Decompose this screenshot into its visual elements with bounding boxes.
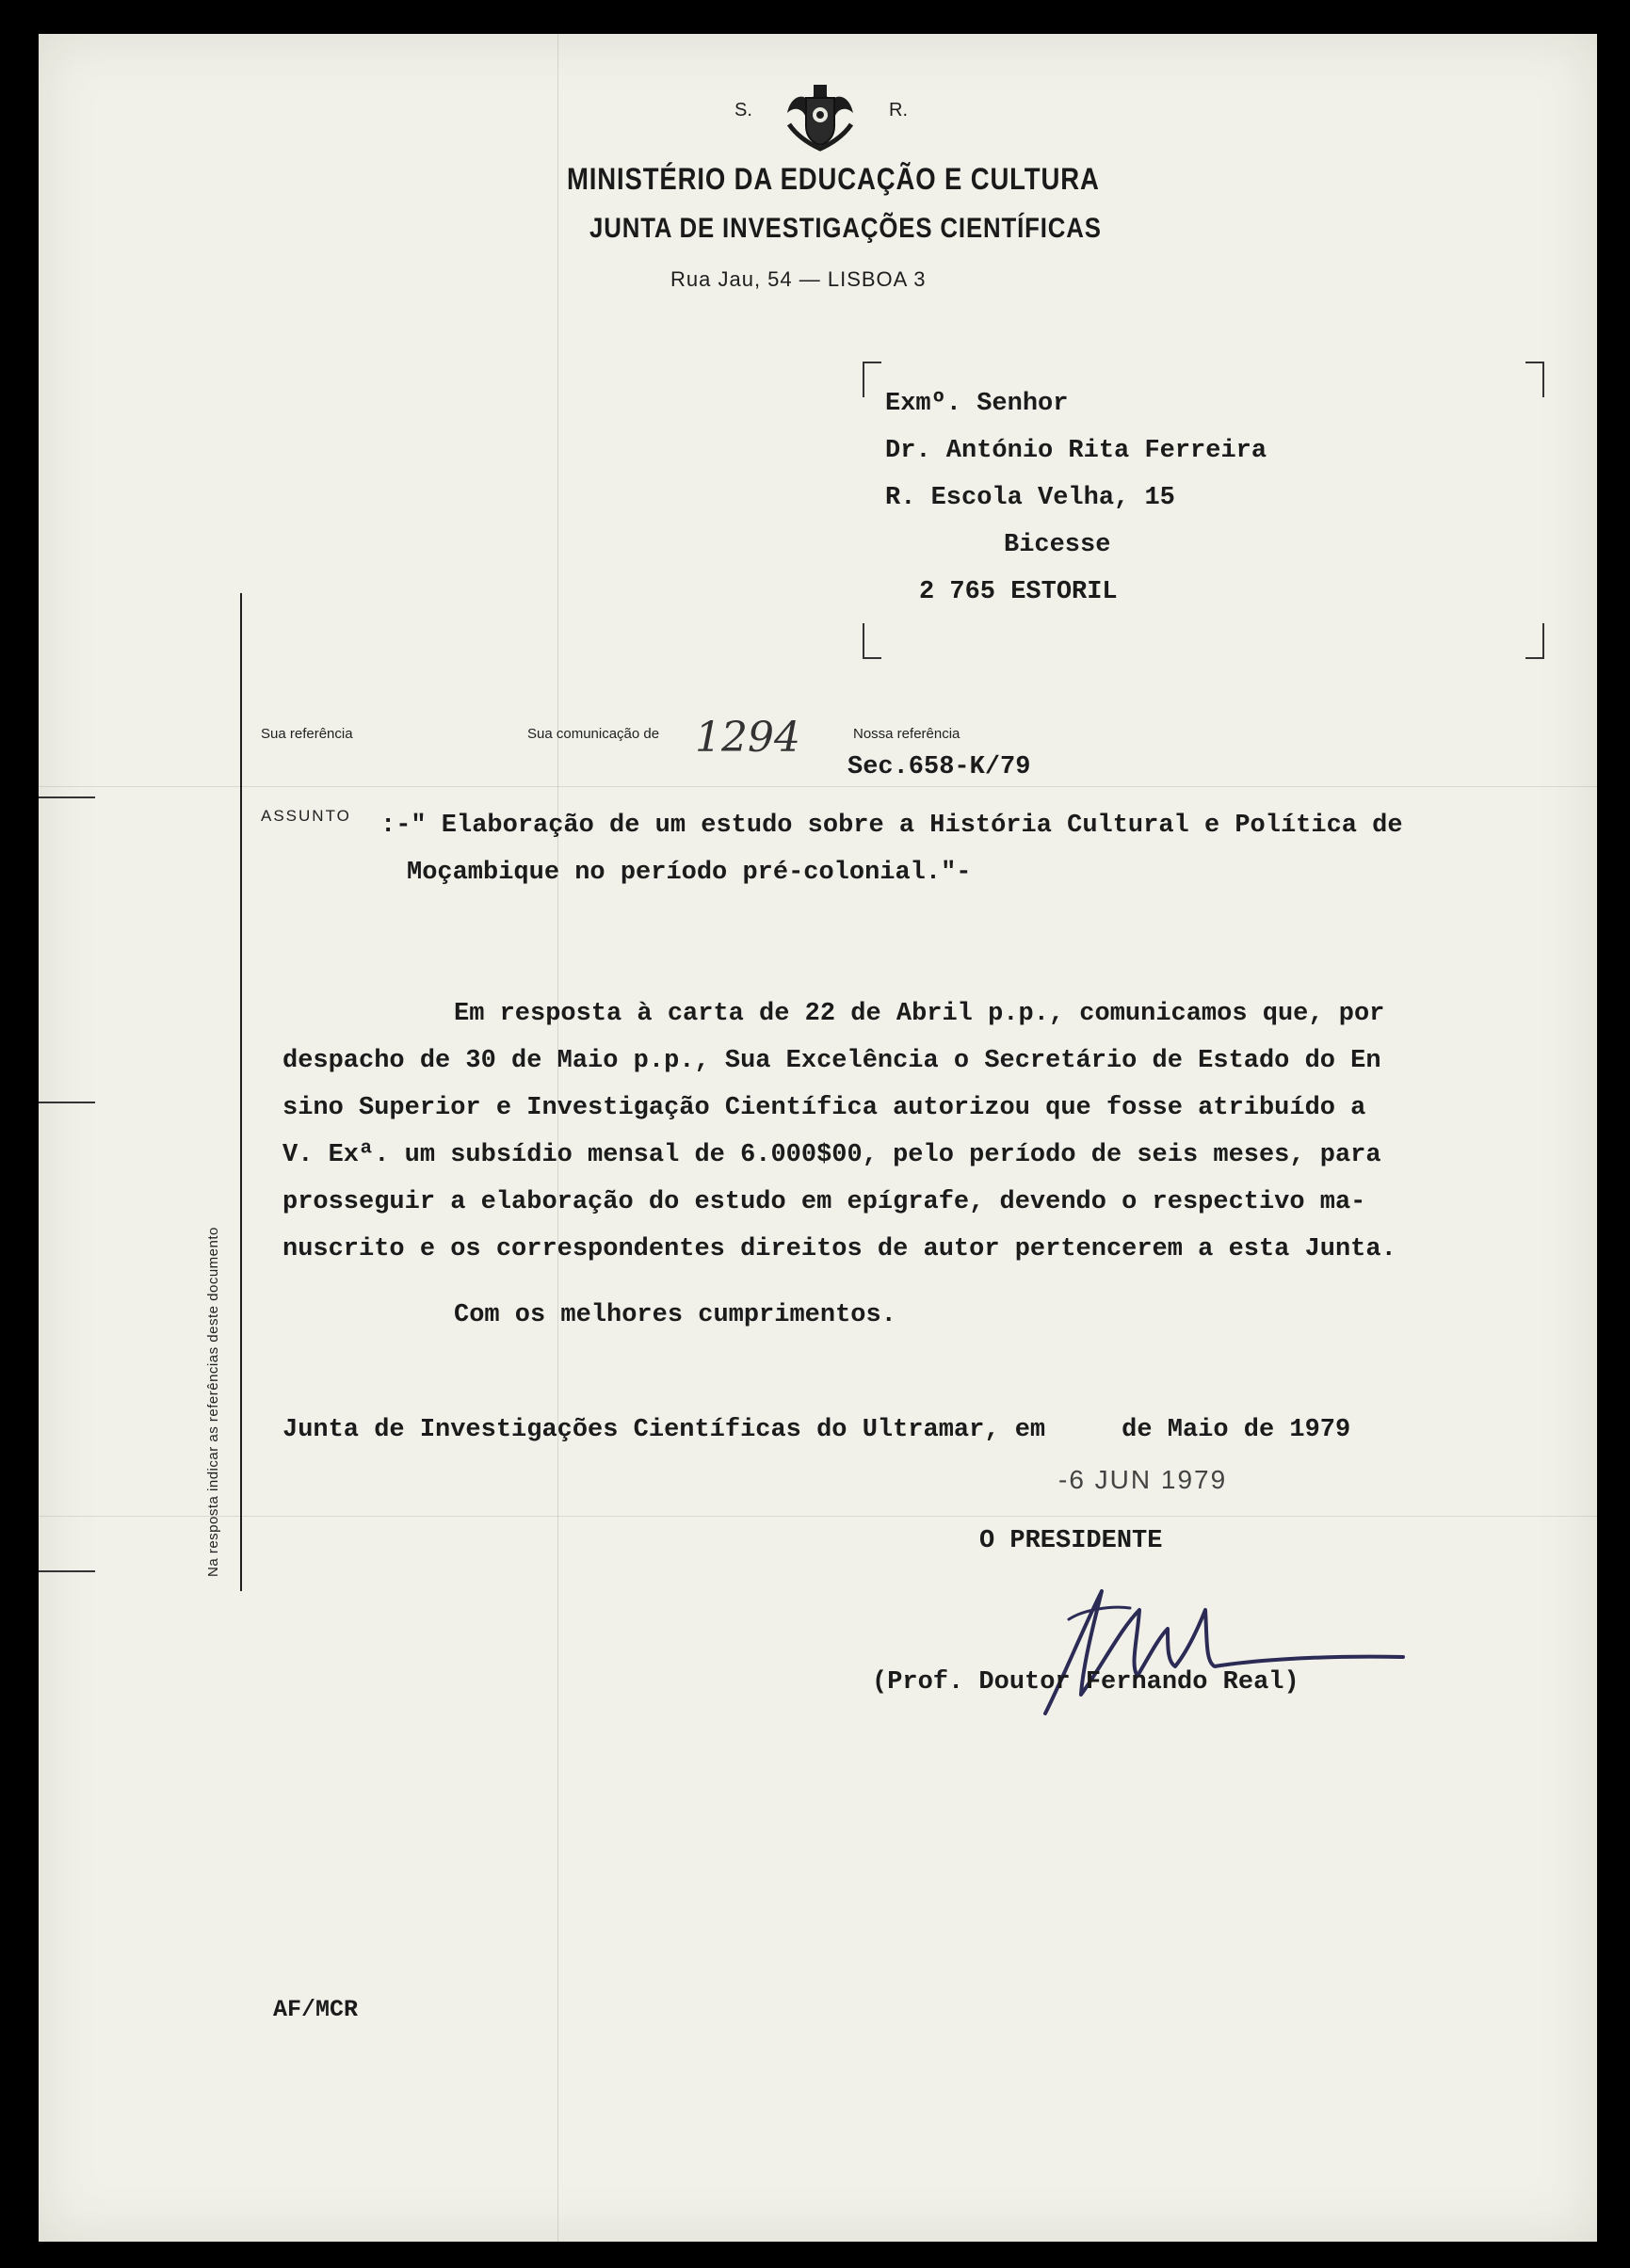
- coat-of-arms-icon: [778, 77, 863, 153]
- letter-paper: [39, 34, 1597, 2242]
- signatory-name: (Prof. Doutor Fernando Real): [872, 1668, 1299, 1697]
- fold-mark: [39, 1102, 95, 1103]
- body-line: V. Exª. um subsídio mensal de 6.000$00, pelo período de seis meses, para: [282, 1141, 1381, 1169]
- date-stamp: -6 JUN 1979: [1058, 1465, 1228, 1494]
- subject-label: ASSUNTO: [261, 807, 351, 825]
- margin-rule: [240, 593, 242, 1591]
- body-line: despacho de 30 de Maio p.p., Sua Excelência o Secretário de Estado do En: [282, 1047, 1381, 1075]
- body-line: prosseguir a elaboração do estudo em epígrafe, devendo o respectivo ma-: [282, 1188, 1366, 1216]
- your-reference-label: Sua referência: [261, 726, 353, 742]
- our-reference-value: Sec.658-K/79: [847, 753, 1031, 781]
- board-address: Rua Jau, 54 — LISBOA 3: [670, 267, 927, 291]
- recipient-street: R. Escola Velha, 15: [885, 484, 1175, 512]
- closing-line: Com os melhores cumprimentos.: [454, 1301, 896, 1329]
- subject-line-2: Moçambique no período pré-colonial."-: [407, 859, 972, 887]
- crest-left-letter: S.: [734, 100, 752, 121]
- your-communication-label: Sua comunicação de: [527, 726, 660, 742]
- body-line: sino Superior e Investigação Científica autorizou que fosse atribuído a: [282, 1094, 1366, 1122]
- our-reference-label: Nossa referência: [853, 726, 960, 742]
- address-window-corner: [863, 362, 881, 397]
- board-heading: JUNTA DE INVESTIGAÇÕES CIENTÍFICAS: [589, 213, 1102, 244]
- ministry-heading: MINISTÉRIO DA EDUCAÇÃO E CULTURA: [567, 162, 1100, 196]
- dateline: Junta de Investigações Científicas do Ultramar, em de Maio de 1979: [282, 1416, 1351, 1444]
- fold-mark: [39, 796, 95, 798]
- address-window-corner: [1525, 623, 1544, 659]
- recipient-locality: Bicesse: [1004, 531, 1111, 559]
- recipient-name: Dr. António Rita Ferreira: [885, 437, 1267, 465]
- address-window-corner: [863, 623, 881, 659]
- margin-note: Na resposta indicar as referências deste documento: [205, 1227, 221, 1577]
- signatory-title: O PRESIDENTE: [979, 1527, 1163, 1555]
- body-line: nuscrito e os correspondentes direitos de autor pertencerem a esta Junta.: [282, 1235, 1396, 1263]
- fold-crease-vertical: [557, 34, 558, 2242]
- crest-right-letter: R.: [889, 100, 908, 121]
- handwritten-signature: [1026, 1572, 1422, 1723]
- fold-mark: [39, 1570, 95, 1572]
- fold-crease-horizontal: [39, 786, 1597, 787]
- your-communication-number: 1294: [695, 714, 800, 762]
- address-window-corner: [1525, 362, 1544, 397]
- body-line: Em resposta à carta de 22 de Abril p.p., comunicamos que, por: [454, 1000, 1385, 1028]
- typist-initials: AF/MCR: [273, 1996, 359, 2023]
- recipient-salutation: Exmº. Senhor: [885, 390, 1069, 418]
- subject-line-1: :-" Elaboração de um estudo sobre a História Cultural e Política de: [380, 812, 1403, 840]
- recipient-postal: 2 765 ESTORIL: [919, 578, 1118, 606]
- fold-crease-horizontal: [39, 1516, 1597, 1517]
